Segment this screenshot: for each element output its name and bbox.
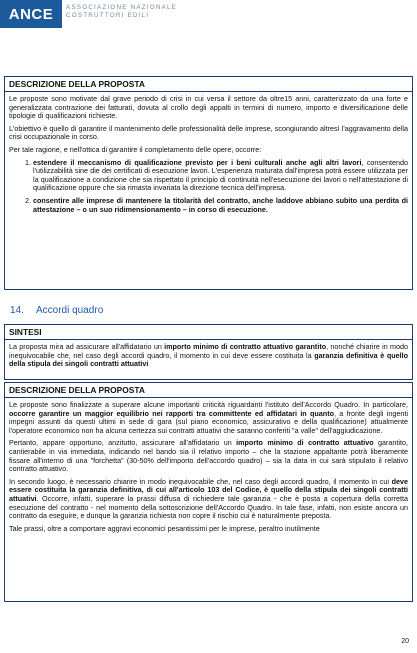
proposal-description-box-2 xyxy=(4,382,413,602)
section-title: Accordi quadro xyxy=(36,305,104,316)
association-line-2: COSTRUTTORI EDILI xyxy=(66,12,150,19)
paragraph: Tale prassi, oltre a comportare aggravi economici pesantissimi per le imprese, peraltro inutilmente xyxy=(9,523,320,533)
summary-box xyxy=(4,324,413,380)
paragraph: Le proposte sono finalizzate a superare alcune importanti criticità riguardanti l'istituto dell'Accordo Quadro. In particolare, occorre garantire un maggior equilibrio nei rapporti tra committente ed affidatari in quanto, a fronte degli ingenti impegni assunti da questi ultimi in sede di gara (sul piano economico, assicurativo e della qualificazione) attualmente l'operatore economico non ha alcuna certezza sui contratti attuativi che saranno conferiti "a valle" dell'aggiudicazione. xyxy=(9,400,409,435)
association-name xyxy=(66,4,177,20)
list-item xyxy=(33,197,408,214)
summary-paragraph: La proposta mira ad assicurare all'affidatario un importo minimo di contratto attuativo garantito, nonché chiarire in modo inequivocabile che, nel caso degli accordi quadro, il momento in cui deve essere costituita la garanzia definitiva è quello della stipula dei singoli contratti attuativi xyxy=(9,342,408,369)
proposal-description-box xyxy=(4,76,413,290)
ance-logo: ANCE xyxy=(0,0,62,28)
list-item-text: , consentendo l'utilizzabilità sine die dei certificati di esecuzione lavori. L'esperienza maturata dall'impresa potrà essere utilizzata per la qualificazione a condizione che sia rispettato il principio di continuità nell'esecuzione dei lavori o nell'attestazione di qualificazione oppure che sia rimasta invariata la direzione tecnica dell'impresa. xyxy=(33,157,408,193)
paragraph: Le proposte sono motivate dal grave periodo di crisi in cui versa il settore da oltre15 anni, caratterizzato da una forte e generalizzata contrazione dei fatturati, dovuta al crollo degli appalti in termini di numero, importo e diversificazione delle tipologie di qualificazioni richieste. xyxy=(9,94,408,121)
proposal-list xyxy=(5,159,412,215)
page-header xyxy=(0,0,417,28)
box-title: DESCRIZIONE DELLA PROPOSTA xyxy=(5,383,412,398)
box-title: DESCRIZIONE DELLA PROPOSTA xyxy=(5,77,412,92)
paragraph: L'obiettivo è quello di garantire il mantenimento delle professionalità delle imprese, scongiurando altresì l'aggravamento della crisi occupazionale in corso. xyxy=(9,123,408,142)
paragraph: In secondo luogo, è necessario chiarire in modo inequivocabile che, nel caso degli accordi quadro, il momento in cui deve essere costituita la garanzia definitiva, di cui all'articolo 103 del Codice, è quello della stipula dei singoli contratti attuativi. Occorre, infatti, superare la prassi diffusa di richiedere tale garanzia - che è posta a copertura della corretta esecuzione del contratto - nel momento della sottoscrizione dell'Accordo Quadro. In tale fase, infatti, non esiste ancora un contratto da eseguire, e dunque la garanzia richiesta non copre il rischio cui è naturalmente preposta. xyxy=(9,476,408,521)
section-number: 14. xyxy=(10,305,24,316)
association-line-1: ASSOCIAZIONE NAZIONALE xyxy=(66,4,178,11)
box-title: SINTESI xyxy=(5,325,412,340)
list-item-bold: estendere il meccanismo di qualificazione previsto per i beni culturali anche agli altri lavori xyxy=(33,157,362,167)
page-number: 20 xyxy=(401,638,409,645)
list-item-bold: consentire alle imprese di mantenere la titolarità del contratto, anche laddove abbiano subito una perdita di attestazione – o un suo ridimensionamento – in corso di esecuzione. xyxy=(33,195,408,214)
paragraph: Pertanto, appare opportuno, anzitutto, assicurare all'affidatario un importo minimo di contratto attuativo garantito, cantierabile in via immediata, indicando nel bando sia il relativo importo – che la stazione appaltante potrà liberamente fissare all'interno di una "forchetta" (30-50% dell'importo dell'accordo quadro) – sia la data in cui sarà stipulato il relativo contratto attuativo. xyxy=(9,438,408,474)
paragraph: Per tale ragione, e nell'ottica di garantire il completamento delle opere, occorre: xyxy=(9,144,262,154)
list-item xyxy=(33,159,408,193)
section-heading xyxy=(10,305,103,316)
